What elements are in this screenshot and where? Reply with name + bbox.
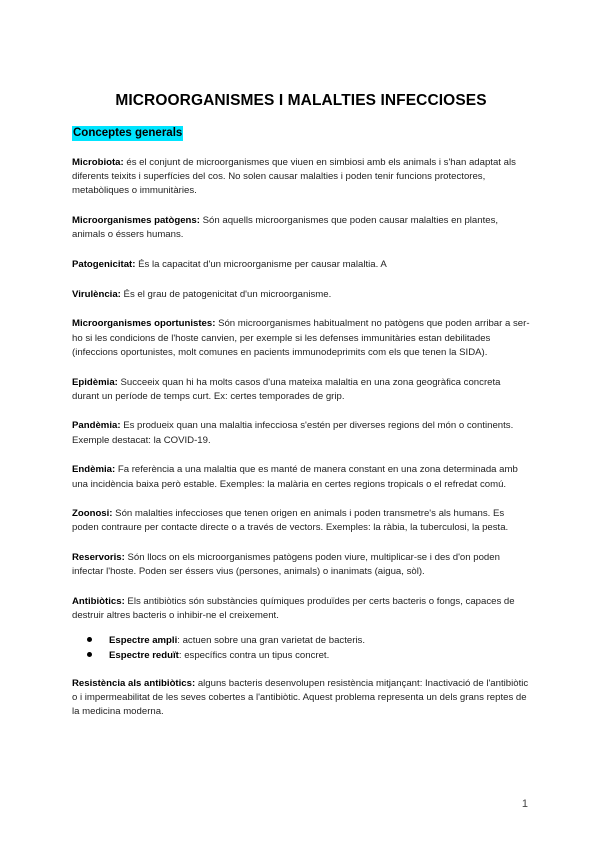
definition-microorganismes-patogens <box>72 214 530 242</box>
definition-text: Són microorganismes habitualment no patògens que poden arribar a ser-ho si les condicions de l'hoste canvien, per exemple si les defenses immunitàries estan debilitades (infeccions oportunistes, molt comunes en pacients immunodeprimits com els que tenen la SIDA). <box>72 318 530 358</box>
definition-microbiota <box>72 156 530 199</box>
definition-patogenicitat <box>72 258 530 272</box>
definition-term: Resistència als antibiòtics: <box>72 677 196 689</box>
bullet-icon <box>87 652 92 657</box>
page-number: 1 <box>521 798 528 810</box>
definition-text: alguns bacteris desenvolupen resistència mitjançant: Inactivació de l'antibiòtic o i impermeabilitat de les seves cobertes a l'antibiòtic. Aquest problema representa un dels grans reptes de la medicina moderna. <box>72 677 529 718</box>
definition-term: Virulència: <box>72 288 121 300</box>
bullet-icon <box>87 637 92 642</box>
document-title: MICROORGANISMES I MALALTIES INFECCIOSES <box>115 92 487 109</box>
definition-term: Patogenicitat: <box>72 259 136 271</box>
definition-text: Són aquells microorganismes que poden causar malalties en plantes, animals o éssers humans. <box>72 215 499 241</box>
definition-text: Són llocs on els microorganismes patògens poden viure, multiplicar-se i des d'on poden infectar l'hoste. Poden ser éssers vius (persones, animals) o inanimats (aigua, sòl). <box>72 552 500 578</box>
list-item-text: : específics contra un tipus concret. <box>178 649 330 661</box>
definition-reservoris <box>72 551 530 579</box>
antibiotic-types-list <box>72 633 530 663</box>
definition-term: Antibiòtics: <box>72 596 125 608</box>
definition-resistencia-antibiotics <box>72 677 530 720</box>
list-item-term: Espectre reduït <box>109 649 179 661</box>
definition-term: Endèmia: <box>72 464 116 476</box>
definition-term: Zoonosi: <box>72 508 113 520</box>
definition-endemia <box>72 463 530 491</box>
definition-text: Són malalties infeccioses que tenen origen en animals i poden transmetre's als humans. Es poden contraure per contacte directe o a través de vectors. Exemples: la ràbia, la tuberculosi, la pesta. <box>72 508 509 534</box>
definition-antibiotics <box>72 595 530 623</box>
definition-zoonosi <box>72 507 530 535</box>
list-item-text: : actuen sobre una gran varietat de bacteris. <box>177 634 365 646</box>
definition-text: És la capacitat d'un microorganisme per causar malaltia. A <box>135 259 387 271</box>
definition-pandemia <box>72 419 530 447</box>
definition-term: Pandèmia: <box>72 420 121 432</box>
document-body <box>72 156 530 735</box>
definition-term: Reservoris: <box>72 552 125 564</box>
definition-text: és el conjunt de microorganismes que viuen en simbiosi amb els animals i s'han adaptat als diferents teixits i superfícies del cos. No solen causar malalties i poden tenir funcions protectores, metabòliques o immunitàries. <box>72 157 516 197</box>
definition-term: Microorganismes patògens: <box>72 215 200 227</box>
definition-text: Fa referència a una malaltia que es manté de manera constant en una zona determinada amb una incidència baixa però estable. Exemples: la malària en certes regions tropicals o el refredat comú. <box>72 464 518 490</box>
definition-term: Epidèmia: <box>72 376 118 388</box>
list-item <box>109 633 530 648</box>
section-heading-highlighted: Conceptes generals <box>73 127 183 139</box>
definition-term: Microorganismes oportunistes: <box>72 318 216 330</box>
list-item-term: Espectre ampli <box>109 634 178 646</box>
definition-microorganismes-oportunistes <box>72 317 530 360</box>
definition-virulencia <box>72 288 530 302</box>
definition-text: És el grau de patogenicitat d'un microorganisme. <box>120 288 332 300</box>
definition-text: Es produeix quan una malaltia infecciosa s'estén per diverses regions del món o continents. Exemple destacat: la COVID-19. <box>72 420 514 446</box>
definition-text: Els antibiòtics són substàncies químiques produïdes per certs bacteris o fongs, capaces de destruir altres bacteris o inhibir-ne el creixement. <box>72 596 515 622</box>
list-item <box>109 648 530 663</box>
definition-epidemia <box>72 376 530 404</box>
definition-text: Succeeix quan hi ha molts casos d'una mateixa malaltia en una zona geogràfica concreta durant un període de temps curt. Ex: certes temporades de grip. <box>72 376 501 402</box>
definition-term: Microbiota: <box>72 157 124 168</box>
